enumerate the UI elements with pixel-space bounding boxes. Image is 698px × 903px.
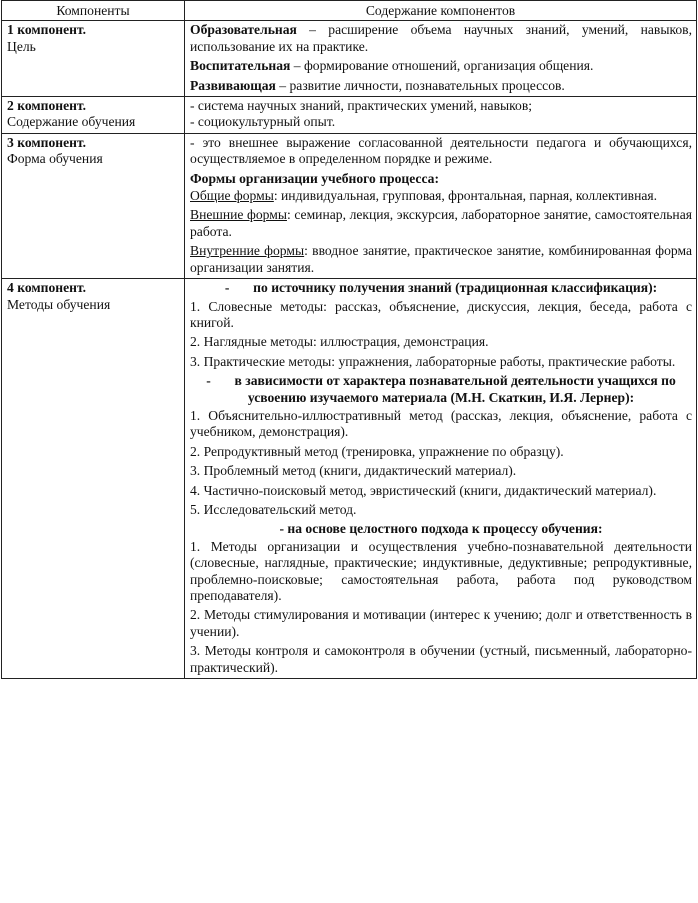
content-cell (185, 21, 697, 97)
goal-label: Развивающая (190, 77, 276, 93)
list-item: 1. Словесные методы: рассказ, объяснение, дискуссия, лекция, беседа, работа с книгой. (190, 298, 692, 330)
list-item: 5. Исследовательский метод. (190, 501, 357, 517)
goal-text: – развитие личности, познавательных процессов. (275, 77, 565, 93)
goal-item (190, 58, 692, 74)
list-item: 2. Наглядные методы: иллюстрация, демонстрация. (190, 334, 489, 350)
form-text: : вводное занятие, практическое занятие, комбинированная форма организации занятия. (190, 243, 693, 275)
component-cell (2, 21, 185, 97)
goal-label: Воспитательная (190, 58, 291, 74)
content-cell (185, 97, 697, 134)
component-number: 4 компонент. (7, 280, 87, 296)
component-cell (2, 133, 185, 278)
header-content: Содержание компонентов (185, 1, 697, 21)
form-label: Внутренние формы (190, 243, 305, 259)
component-name: Цель (7, 38, 36, 54)
form-item (190, 243, 692, 276)
method-group-heading: - на основе целостного подхода к процессу обучения: (279, 521, 603, 537)
list-item: 4. Частично-поисковый метод, эвристический (книги, дидактический материал). (190, 482, 657, 498)
form-item (190, 207, 692, 240)
list-item: - социокультурный опыт. (190, 114, 336, 130)
component-number: 1 компонент. (7, 22, 87, 38)
form-item (190, 188, 692, 204)
goal-item (190, 22, 692, 55)
component-number: 3 компонент. (7, 134, 87, 150)
list-item: 3. Проблемный метод (книги, дидактический материал). (190, 463, 517, 479)
form-text: : индивидуальная, групповая, фронтальная, парная, коллективная. (273, 188, 658, 204)
form-label: Внешние формы (190, 207, 287, 223)
list-item: 3. Методы контроля и самоконтроля в обучении (устный, письменный, лабораторно-практический). (190, 643, 692, 675)
forms-title: Формы организации учебного процесса: (190, 170, 439, 186)
component-name: Содержание обучения (7, 114, 136, 130)
table-row (2, 279, 697, 679)
form-intro: - это внешнее выражение согласованной деятельности педагога и обучающихся, осуществляемое в определенном порядке и режиме. (190, 134, 692, 167)
list-item: 2. Репродуктивный метод (тренировка, упражнение по образцу). (190, 443, 564, 459)
component-cell (2, 97, 185, 134)
table-row (2, 133, 697, 278)
list-item: 3. Практические методы: упражнения, лабораторные работы, практические работы. (190, 353, 676, 369)
goal-text: – формирование отношений, организация общения. (290, 58, 594, 74)
list-item: - система научных знаний, практических умений, навыков; (190, 98, 533, 114)
form-text: : семинар, лекция, экскурсия, лабораторное занятие, самостоятельная работа. (190, 207, 692, 239)
list-item: 1. Методы организации и осуществления учебно-познавательной деятельности (словесные, наглядные, практические; индуктивные, дедуктивные; репродуктивные, проблемно-поисковые; самостоятельная работа, работа под руководством преподавателя). (190, 538, 692, 603)
components-table (1, 0, 697, 679)
header-components: Компоненты (2, 1, 185, 21)
component-cell (2, 279, 185, 679)
component-number: 2 компонент. (7, 98, 87, 114)
table-row (2, 97, 697, 134)
table-header-row (2, 1, 697, 21)
goal-item (190, 78, 692, 94)
content-cell (185, 133, 697, 278)
method-group-heading: - в зависимости от характера познавательной деятельности учащихся по усвоению изучаемого материала (М.Н. Скаткин, И.Я. Лернер): (206, 373, 676, 405)
table-row (2, 21, 697, 97)
goal-text: – расширение объема научных знаний, умений, навыков, использование их на практике. (190, 22, 692, 54)
component-name: Форма обучения (7, 151, 103, 167)
method-group-heading: - по источнику получения знаний (традиционная классификация): (224, 280, 658, 296)
goal-label: Образовательная (190, 22, 297, 38)
list-item: 2. Методы стимулирования и мотивации (интерес к учению; долг и ответственность в учении). (190, 607, 692, 639)
content-cell (185, 279, 697, 679)
component-name: Методы обучения (7, 296, 111, 312)
form-label: Общие формы (190, 188, 274, 204)
list-item: 1. Объяснительно-иллюстративный метод (рассказ, лекция, объяснение, работа с учебником, демонстрация). (190, 407, 692, 440)
